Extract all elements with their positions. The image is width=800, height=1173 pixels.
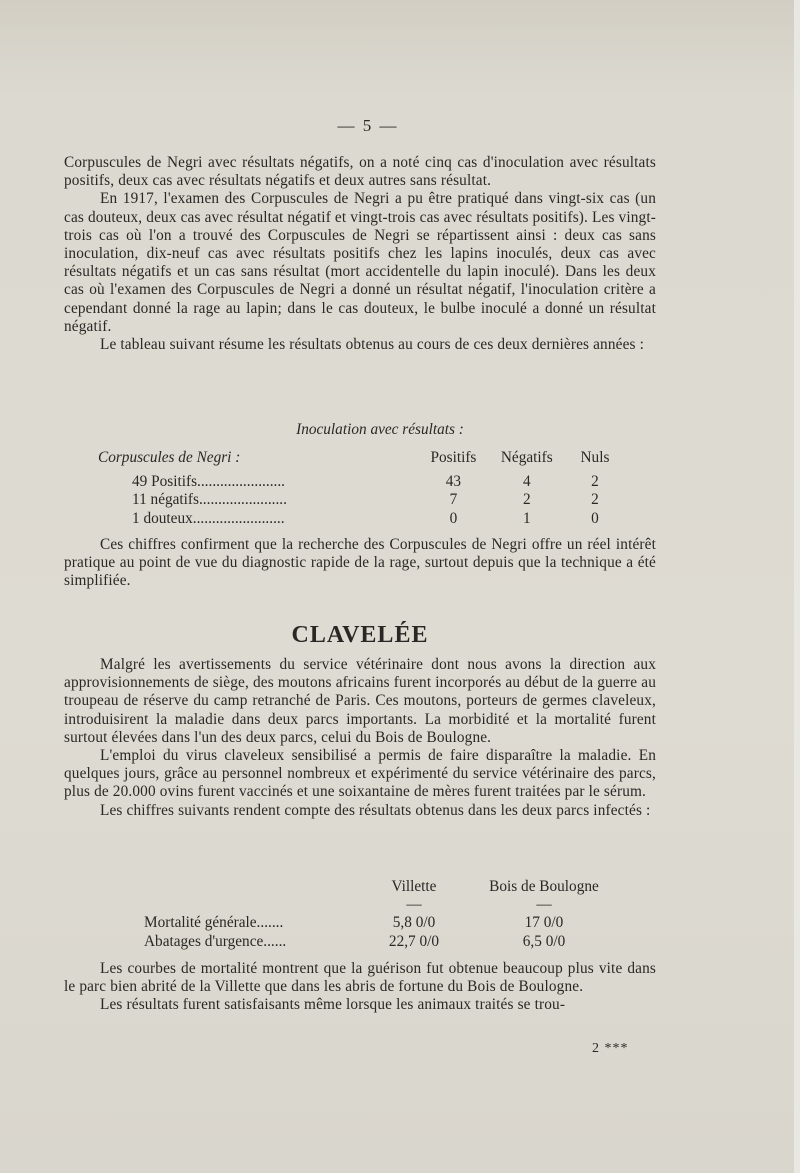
cell: 43: [445, 473, 462, 491]
paragraph-4: Ces chiffres confirment que la recherche des Corpuscules de Negri offre un réel intérêt pratique au point de vue du diagnostic rapide de la rage, surtout depuis que la technique a été simplifiée.: [64, 536, 656, 590]
row-label: 49 Positifs: [132, 473, 198, 491]
cell: 4: [522, 473, 531, 491]
row-label: 11 négatifs: [132, 491, 199, 509]
text-block-4: [64, 960, 656, 1015]
table-row: Abatages d'urgence...... 22,7 0/0 6,5 0/0: [64, 933, 624, 951]
col-header-nuls: Nuls: [580, 449, 610, 466]
paragraph-9: Les résultats furent satisfaisants même lorsque les animaux traités se trou-: [100, 996, 566, 1014]
cell: 0: [591, 509, 599, 527]
text-block-3: [64, 656, 656, 820]
cell: 2: [591, 473, 599, 491]
paragraph-2: En 1917, l'examen des Corpuscules de Negri a pu être pratiqué dans vingt-six cas (un cas douteux, deux cas avec résultat négatif et vingt-trois cas avec résultats positifs). Les vingt-trois cas où l'on a trouvé des Corpuscules de Negri se répartissent ainsi : deux cas sans inoculation, dix-neuf cas avec résultats positifs chez les lapins inoculés, deux cas avec résultats négatifs et un cas sans résultat (mort accidentelle du lapin inoculé). Dans les deux cas où l'examen des Corpuscules de Negri a donné un résultat négatif, l'inoculation critère a cependant donné la rage au lapin; dans le cas douteux, le bulbe inoculé a donné un résultat négatif.: [64, 190, 656, 335]
table-clavelee: [64, 878, 656, 951]
table-row: 1 douteux........................ 0 1 0: [64, 510, 624, 528]
row-label: Mortalité générale: [144, 914, 257, 932]
row-label: 1 douteux: [132, 509, 193, 527]
paragraph-3: Le tableau suivant résume les résultats obtenus au cours de ces deux dernières années :: [100, 336, 645, 354]
paragraph-6: L'emploi du virus claveleux sensibilisé a permis de faire disparaître la maladie. En quelques jours, grâce au personnel nombreux et expérimenté du service vétérinaire des parcs, plus de 20.000 ovins furent vaccinés et une soixantaine de mères furent traitées par le sérum.: [64, 747, 656, 801]
table-row-header: Corpuscules de Negri :: [98, 449, 241, 466]
section-heading: CLAVELÉE: [291, 622, 429, 648]
text-block-1: [64, 154, 656, 354]
cell: 7: [449, 491, 458, 509]
table-row: 49 Positifs....................... 43 4 2: [64, 473, 624, 491]
cell: 2: [522, 491, 531, 509]
text-block-2: [64, 536, 656, 591]
cell: 6,5 0/0: [522, 932, 566, 950]
cell: 17 0/0: [524, 914, 564, 932]
cell: 22,7 0/0: [388, 932, 440, 950]
col-header-bois: Bois de Boulogne: [489, 878, 599, 895]
table-inoculation: [64, 421, 656, 528]
dash: —: [536, 896, 552, 914]
col-header-villette: Villette: [391, 878, 437, 895]
dash: —: [406, 896, 422, 914]
cell: 2: [591, 491, 599, 509]
page-number: — 5 —: [337, 116, 399, 135]
mortality-table: [64, 878, 624, 951]
paragraph-1: Corpuscules de Negri avec résultats négatifs, on a noté cinq cas d'inoculation avec résultats positifs, deux cas avec résultats négatifs et deux autres sans résultat.: [64, 154, 656, 190]
table-row: 11 négatifs....................... 7 2 2: [64, 491, 624, 509]
col-header-negatifs: Négatifs: [500, 449, 553, 466]
signature-mark: 2 ***: [592, 1041, 629, 1056]
paragraph-7: Les chiffres suivants rendent compte des résultats obtenus dans les deux parcs infectés :: [100, 801, 651, 819]
table-row: Mortalité générale....... 5,8 0/0 17 0/0: [64, 914, 624, 932]
cell: 5,8 0/0: [392, 914, 436, 932]
row-label: Abatages d'urgence: [144, 932, 264, 950]
paragraph-8: Les courbes de mortalité montrent que la guérison fut obtenue beaucoup plus vite dans le parc bien abrité de la Villette que dans les abris de fortune du Bois de Boulogne.: [64, 960, 656, 996]
page-edge: [794, 0, 800, 1173]
col-header-positifs: Positifs: [430, 449, 477, 466]
cell: 0: [449, 509, 458, 527]
cell: 1: [522, 509, 531, 527]
paragraph-5: Malgré les avertissements du service vétérinaire dont nous avons la direction aux approvisionnements de siège, des moutons africains furent incorporés au début de la guerre au troupeau de réserve du camp retranché de Paris. Ces moutons, porteurs de germes claveleux, introduisirent la maladie dans deux parcs importants. La morbidité et la mortalité furent surtout élevées dans l'un des deux parcs, celui du Bois de Boulogne.: [64, 656, 656, 746]
table-title: Inoculation avec résultats :: [296, 421, 464, 438]
negri-table: [64, 449, 624, 528]
